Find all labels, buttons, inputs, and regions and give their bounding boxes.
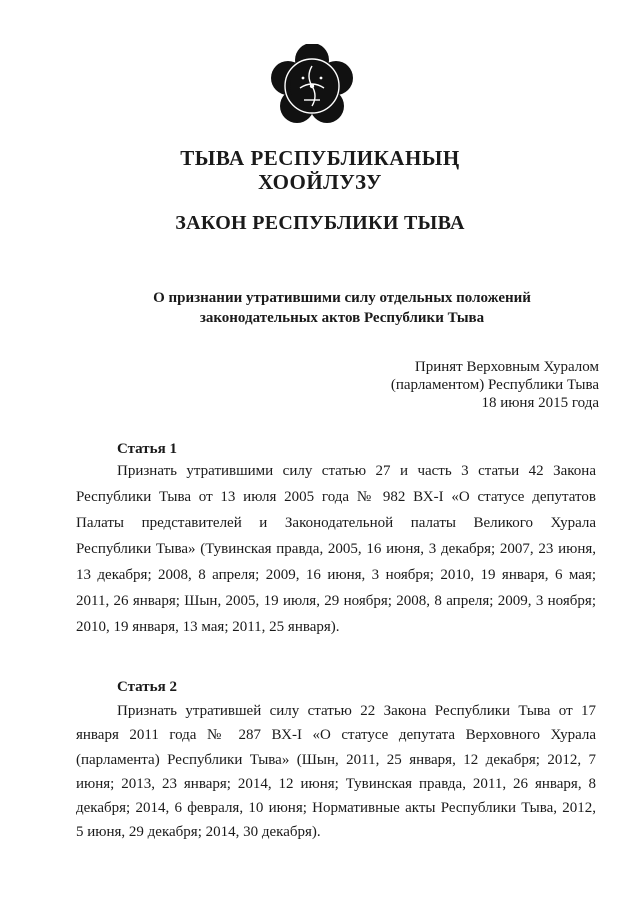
adoption-date: 18 июня 2015 года <box>481 395 599 411</box>
article-2-text <box>76 699 596 845</box>
header-title-tuvan: ТЫВА РЕСПУБЛИКАНЫҢ <box>180 146 460 170</box>
adoption-info <box>391 358 599 412</box>
article-1-title: Статья 1 <box>117 441 177 457</box>
law-subject-line-1: О признании утратившими силу отдельных положений <box>153 290 531 306</box>
law-subject <box>0 288 640 328</box>
article-1-line: 13 декабря; 2008, 8 апреля; 2009, 16 июня, 3 ноября; 2010, 19 января, 6 мая; <box>76 567 596 583</box>
article-1-line: 2010, 19 января, 13 мая; 2011, 25 января). <box>76 619 340 635</box>
article-1-line: Признать утратившими силу статью 27 и часть 3 статьи 42 Закона <box>117 463 596 479</box>
article-1-line: Палаты представителей и Законодательной палаты Великого Хурала <box>76 515 596 531</box>
article-1-line: Республики Тыва» (Тувинская правда, 2005, 16 июня, 3 декабря; 2007, 23 июня, <box>76 541 596 557</box>
article-1-line: Республики Тыва от 13 июля 2005 года № 982 ВХ-I «О статусе депутатов <box>76 489 596 505</box>
article-2-line: июня; 2013, 23 января; 2014, 12 июня; Тувинская правда, 2011, 26 января, 8 <box>76 775 596 792</box>
header-subtitle-tuvan: ХООЙЛУЗУ <box>258 170 382 194</box>
article-2-title: Статья 2 <box>117 679 177 695</box>
adoption-line-2: (парламентом) Республики Тыва <box>390 377 599 393</box>
tuva-emblem <box>270 44 354 128</box>
article-2-line: декабря; 2014, 6 февраля, 10 июня; Нормативные акты Республики Тыва, 2012, <box>76 800 596 817</box>
article-2-line: 5 июня, 29 декабря; 2014, 30 декабря). <box>76 824 321 841</box>
article-2-line: Признать утратившей силу статью 22 Закона Республики Тыва от 17 <box>117 703 596 719</box>
article-2-line: января 2011 года № 287 ВХ-I «О статусе депутата Верховного Хурала <box>76 727 596 744</box>
law-subject-line-2: законодательных актов Республики Тыва <box>199 310 485 326</box>
article-2-line: (парламента) Республики Тыва» (Шын, 2011, 25 января, 12 декабря; 2012, 7 <box>76 751 596 768</box>
article-1-line: 2011, 26 января; Шын, 2005, 19 июля, 29 ноября; 2008, 8 апреля; 2009, 3 ноября; <box>76 593 596 609</box>
adoption-line-1: Принят Верховным Хуралом <box>414 359 599 375</box>
law-title: ЗАКОН РЕСПУБЛИКИ ТЫВА <box>175 212 465 234</box>
article-1-text <box>76 458 596 640</box>
